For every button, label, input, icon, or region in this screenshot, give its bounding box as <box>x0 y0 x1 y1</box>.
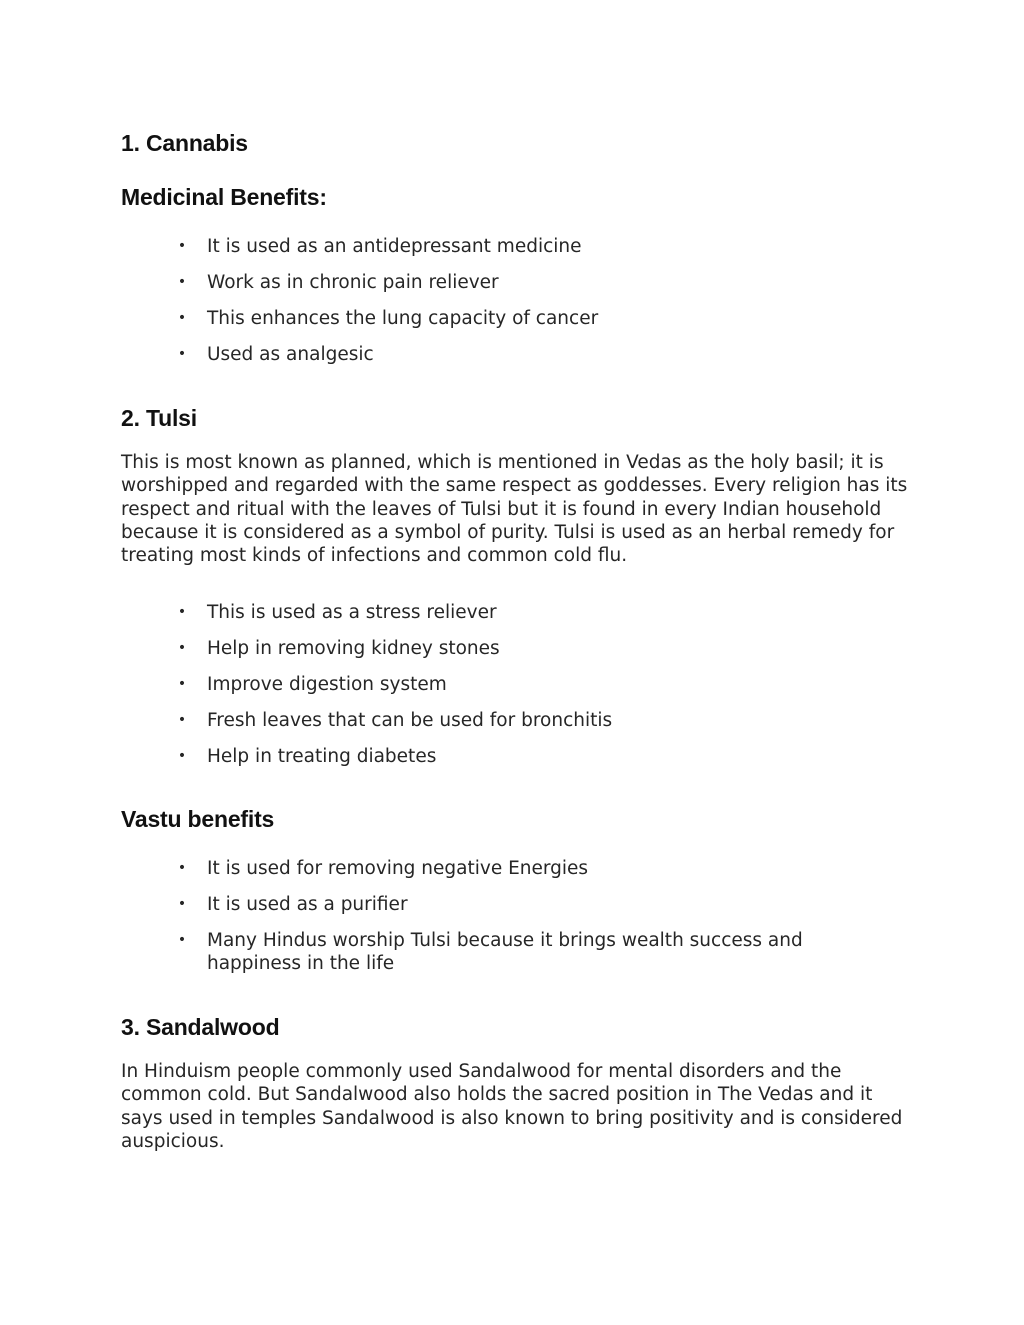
list-tulsi-benefits <box>121 601 847 781</box>
list-item: • This is used as a stress reliever <box>177 602 497 623</box>
bullet-icon: • <box>177 896 187 912</box>
bullet-icon: • <box>177 640 187 656</box>
list-item: • Work as in chronic pain reliever <box>177 272 499 293</box>
bullet-icon: • <box>177 712 187 728</box>
list-item: • Used as analgesic <box>177 344 374 365</box>
list-item: • Fresh leaves that can be used for bronchitis <box>177 710 613 731</box>
list-item: • It is used as a purifier <box>177 894 408 915</box>
bullet-icon: • <box>177 932 187 948</box>
paragraph-sandalwood: In Hinduism people commonly used Sandalwood for mental disorders and the common cold. But Sandalwood also holds the sacred position in The Vedas and it says used in temples Sandalwood is also known to bring positivity and is considered auspicious. <box>121 1061 903 1152</box>
list-item: • Improve digestion system <box>177 674 447 695</box>
subheading-vastu-benefits: Vastu benefits <box>121 806 275 832</box>
bullet-icon: • <box>177 604 187 620</box>
bullet-icon: • <box>177 676 187 692</box>
list-item: • Help in treating diabetes <box>177 746 437 767</box>
list-item: • It is used for removing negative Energies <box>177 858 589 879</box>
list-item: • It is used as an antidepressant medicine <box>177 236 582 257</box>
list-cannabis-benefits <box>121 235 847 379</box>
heading-cannabis: 1. Cannabis <box>121 130 248 156</box>
bullet-icon: • <box>177 274 187 290</box>
heading-sandalwood: 3. Sandalwood <box>121 1014 280 1040</box>
subheading-medicinal-benefits: Medicinal Benefits: <box>121 184 327 210</box>
heading-tulsi: 2. Tulsi <box>121 405 197 431</box>
list-vastu-benefits <box>121 857 847 988</box>
bullet-icon: • <box>177 748 187 764</box>
bullet-icon: • <box>177 310 187 326</box>
paragraph-tulsi: This is most known as planned, which is mentioned in Vedas as the holy basil; it is worshipped and regarded with the same respect as goddesses. Every religion has its respect and ritual with the leaves of Tulsi but it is found in every Indian household because it is considered as a symbol of purity. Tulsi is used as an herbal remedy for treating most kinds of infections and common cold flu. <box>121 452 908 567</box>
bullet-icon: • <box>177 860 187 876</box>
list-item: • Help in removing kidney stones <box>177 638 500 659</box>
bullet-icon: • <box>177 238 187 254</box>
list-item: • Many Hindus worship Tulsi because it brings wealth success and happiness in the life <box>177 930 803 974</box>
bullet-icon: • <box>177 346 187 362</box>
list-item: • This enhances the lung capacity of cancer <box>177 308 599 329</box>
